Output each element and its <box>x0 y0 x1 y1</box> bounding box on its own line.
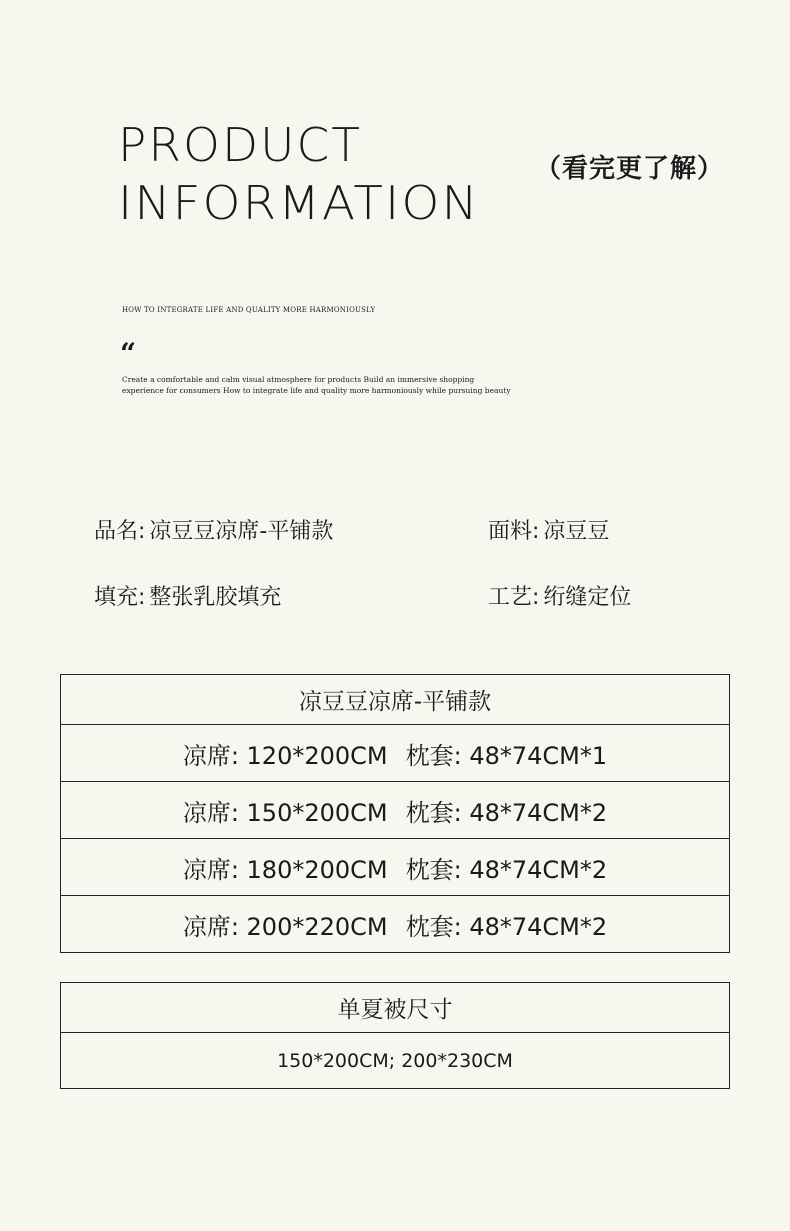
mat-size: 凉席: 180*200CM <box>182 855 388 884</box>
size-table <box>60 674 730 953</box>
spec-fabric <box>488 514 609 545</box>
spec-name-value: 凉豆豆凉席-平铺款 <box>149 519 334 544</box>
spec-craft-label: 工艺: <box>488 585 540 610</box>
quote-mark-icon: “ <box>120 337 137 370</box>
quilt-table-header: 单夏被尺寸 <box>337 997 453 1023</box>
spec-name <box>94 514 333 545</box>
spec-craft-value: 绗缝定位 <box>543 585 632 610</box>
quilt-size-row: 150*200CM; 200*230CM <box>61 1032 729 1088</box>
subtitle-cn: （看完更了解） <box>535 154 725 184</box>
description: Create a comfortable and calm visual atmosphere for products Build an immersive shopping experience for consumers How to integrate life and quality more harmoniously while pursuing beauty <box>122 375 511 395</box>
table-row <box>61 724 729 781</box>
title-line-information: INFORMATION <box>118 176 480 230</box>
pillow-size: 枕套: 48*74CM*2 <box>405 912 608 941</box>
spec-filling <box>94 580 281 611</box>
size-table-header: 凉豆豆凉席-平铺款 <box>298 689 492 715</box>
mat-size: 凉席: 200*220CM <box>182 912 388 941</box>
spec-fabric-value: 凉豆豆 <box>543 519 610 544</box>
table-row <box>61 781 729 838</box>
mat-size: 凉席: 150*200CM <box>182 798 388 827</box>
title-line-product: PRODUCT <box>118 118 363 172</box>
spec-craft <box>488 580 631 611</box>
spec-filling-value: 整张乳胶填充 <box>149 585 282 610</box>
table-row <box>61 838 729 895</box>
pillow-size: 枕套: 48*74CM*2 <box>405 798 608 827</box>
mat-size: 凉席: 120*200CM <box>182 741 388 770</box>
quilt-table <box>60 982 730 1089</box>
tagline: HOW TO INTEGRATE LIFE AND QUALITY MORE HARMONIOUSLY <box>122 306 376 314</box>
spec-name-label: 品名: <box>94 519 146 544</box>
pillow-size: 枕套: 48*74CM*2 <box>405 855 608 884</box>
table-row <box>61 895 729 952</box>
pillow-size: 枕套: 48*74CM*1 <box>405 741 608 770</box>
spec-fabric-label: 面料: <box>488 519 540 544</box>
spec-filling-label: 填充: <box>94 585 146 610</box>
